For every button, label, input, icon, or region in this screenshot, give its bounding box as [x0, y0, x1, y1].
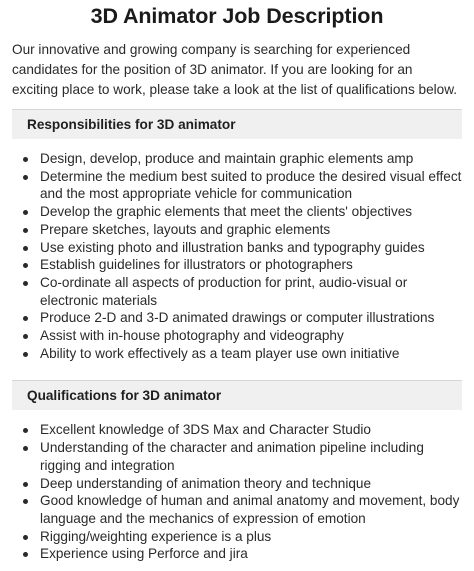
list-item	[12, 327, 462, 345]
list-item	[12, 150, 462, 168]
responsibilities-list	[12, 150, 462, 362]
list-item-text: Rigging/weighting experience is a plus	[40, 528, 272, 544]
list-item-text: Develop the graphic elements that meet the clients' objectives	[40, 204, 413, 220]
bullet-icon	[23, 210, 28, 215]
list-item	[12, 309, 462, 327]
list-item-text: Good knowledge of human and animal anatomy and movement, body language and the mechanics of expression of emotion	[40, 493, 460, 526]
list-item-text: Understanding of the character and animation pipeline including rigging and integration	[40, 440, 424, 473]
list-item-text: Produce 2-D and 3-D animated drawings or computer illustrations	[40, 310, 435, 326]
list-item	[12, 528, 462, 546]
list-item	[12, 239, 462, 257]
list-item-text: Excellent knowledge of 3DS Max and Character Studio	[40, 422, 371, 438]
list-item	[12, 203, 462, 221]
intro-paragraph: Our innovative and growing company is searching for experienced candidates for the position of 3D animator. If you are looking for an exciting place to work, please take a look at the list of qualifications below.	[12, 42, 458, 97]
list-item-text: Prepare sketches, layouts and graphic elements	[40, 221, 331, 237]
bullet-icon	[23, 352, 28, 357]
bullet-icon	[23, 175, 28, 180]
list-item	[12, 475, 462, 493]
list-item	[12, 256, 462, 274]
list-item-text: Use existing photo and illustration banks and typography guides	[40, 239, 425, 255]
list-item-text: Assist with in-house photography and videography	[40, 328, 344, 344]
list-item	[12, 545, 462, 563]
list-item	[12, 221, 462, 239]
qualifications-list	[12, 421, 462, 563]
list-item	[12, 274, 462, 309]
bullet-icon	[23, 552, 28, 557]
list-item	[12, 421, 462, 439]
bullet-icon	[23, 334, 28, 339]
page-title: 3D Animator Job Description	[90, 4, 384, 28]
list-item-text: Co-ordinate all aspects of production for print, audio-visual or electronic materials	[40, 274, 408, 308]
list-item-text: Ability to work effectively as a team player use own initiative	[40, 345, 400, 361]
bullet-icon	[23, 482, 28, 487]
list-item	[12, 345, 462, 363]
responsibilities-heading: Responsibilities for 3D animator	[12, 109, 462, 139]
list-item-text: Deep understanding of animation theory and technique	[40, 475, 372, 491]
bullet-icon	[23, 263, 28, 268]
bullet-icon	[23, 499, 28, 504]
list-item-text: Experience using Perforce and jira	[40, 546, 248, 562]
list-item-text: Establish guidelines for illustrators or photographers	[40, 257, 353, 273]
list-item-text: Design, develop, produce and maintain graphic elements amp	[40, 151, 414, 166]
bullet-icon	[23, 446, 28, 451]
qualifications-heading: Qualifications for 3D animator	[12, 380, 462, 410]
list-item-text: Determine the medium best suited to produce the desired visual effect and the most appropriate vehicle for communication	[40, 168, 462, 202]
bullet-icon	[23, 428, 28, 433]
bullet-icon	[23, 281, 28, 286]
bullet-icon	[23, 228, 28, 233]
list-item	[12, 492, 462, 527]
bullet-icon	[23, 246, 28, 251]
bullet-icon	[23, 316, 28, 321]
list-item	[12, 168, 462, 203]
list-item	[12, 439, 462, 474]
bullet-icon	[23, 157, 28, 162]
bullet-icon	[23, 535, 28, 540]
